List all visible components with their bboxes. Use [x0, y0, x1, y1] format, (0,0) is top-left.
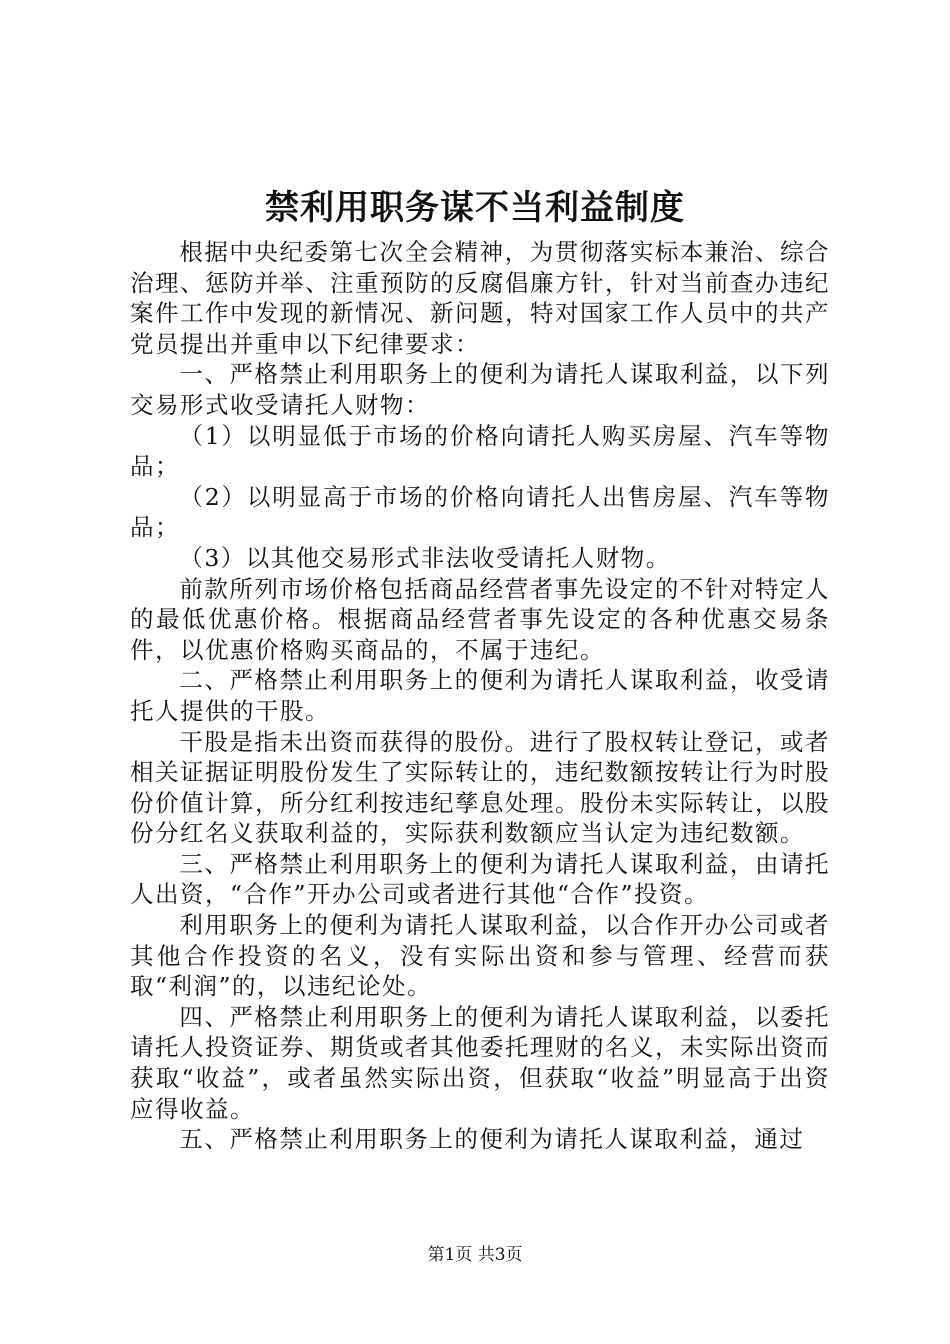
paragraph-dry-shares: 干股是指未出资而获得的股份。进行了股权转让登记，或者相关证据证明股份发生了实际转让的，违纪数额按转让行为时股份价值计算，所分红利按违纪孳息处理。股份未实际转让，以股份分红名义获取利益的，实际获利数额应当认定为违纪数额。	[130, 727, 830, 848]
paragraph-article-4: 四、严格禁止利用职务上的便利为请托人谋取利益，以委托请托人投资证券、期货或者其他委托理财的名义，未实际出资而获取“收益”，或者虽然实际出资，但获取“收益”明显高于出资应得收益。	[130, 1002, 830, 1123]
paragraph-item-1: （1）以明显低于市场的价格向请托人购买房屋、汽车等物品；	[130, 421, 830, 481]
paragraph-article-5: 五、严格禁止利用职务上的便利为请托人谋取利益，通过	[179, 1125, 805, 1154]
paragraph-market-price: 前款所列市场价格包括商品经营者事先设定的不针对特定人的最低优惠价格。根据商品经营者事先设定的各种优惠交易条件，以优惠价格购买商品的，不属于违纪。	[130, 574, 830, 664]
paragraph-cooperation: 利用职务上的便利为请托人谋取利益，以合作开办公司或者其他合作投资的名义，没有实际出资和参与管理、经营而获取“利润”的，以违纪论处。	[130, 911, 830, 1001]
page-indicator: 第1页 共3页	[427, 1245, 523, 1265]
paragraph-article-1: 一、严格禁止利用职务上的便利为请托人谋取利益，以下列交易形式收受请托人财物：	[130, 360, 830, 419]
paragraph-item-3: （3）以其他交易形式非法收受请托人财物。	[179, 543, 671, 572]
paragraph-item-2: （2）以明显高于市场的价格向请托人出售房屋、汽车等物品；	[130, 482, 830, 542]
page-title: 禁利用职务谋不当利益制度	[265, 188, 685, 228]
document-body	[130, 237, 830, 1155]
paragraph-article-3: 三、严格禁止利用职务上的便利为请托人谋取利益，由请托人出资，“合作”开办公司或者进行其他“合作”投资。	[130, 849, 830, 909]
paragraph-article-2: 二、严格禁止利用职务上的便利为请托人谋取利益，收受请托人提供的干股。	[130, 666, 830, 725]
paragraph-intro: 根据中央纪委第七次全会精神，为贯彻落实标本兼治、综合治理、惩防并举、注重预防的反腐倡廉方针，针对当前查办违纪案件工作中发现的新情况、新问题，特对国家工作人员中的共产党员提出并重申以下纪律要求：	[130, 238, 830, 358]
